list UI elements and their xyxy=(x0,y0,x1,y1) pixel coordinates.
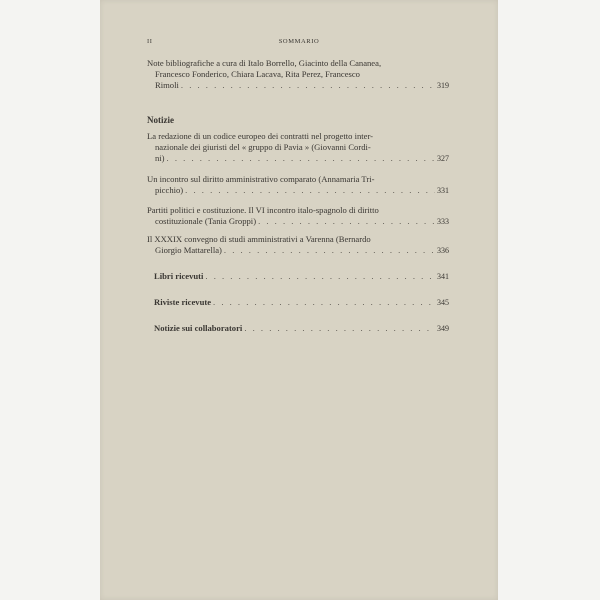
toc-entry-line: Un incontro sul diritto amministrativo comparato (Annamaria Tri- xyxy=(147,174,375,184)
page-number: II xyxy=(147,38,153,45)
toc-page-number: 319 xyxy=(437,81,449,90)
toc-entry xyxy=(147,58,449,91)
toc-entry-line: La redazione di un codice europeo dei contratti nel progetto inter- xyxy=(147,131,374,141)
toc-entry-line: Riviste ricevute xyxy=(154,297,212,307)
toc-entry-line: ni) xyxy=(155,153,165,163)
toc-entry-line: nazionale dei giuristi del « gruppo di Pavia » (Giovanni Cordi- xyxy=(155,142,371,152)
dot-leader xyxy=(213,297,435,308)
running-title: SOMMARIO xyxy=(278,38,320,45)
toc-entry xyxy=(147,174,449,196)
page-header xyxy=(100,38,498,50)
dot-leader xyxy=(185,185,435,196)
book-page xyxy=(100,0,498,600)
toc-entry xyxy=(154,297,449,308)
toc-entry-line: Notizie sui collaboratori xyxy=(154,323,243,333)
toc-page-number: 327 xyxy=(437,154,449,163)
dot-leader xyxy=(181,80,435,91)
toc-entry-line: Note bibliografiche a cura di Italo Borrello, Giacinto della Cananea, xyxy=(147,58,382,68)
toc-entry xyxy=(147,234,449,256)
dot-leader xyxy=(167,153,435,164)
toc-entry-line: picchio) xyxy=(155,185,184,195)
dot-leader xyxy=(205,271,435,282)
toc-entry xyxy=(154,323,449,334)
toc-entry-line: Giorgio Mattarella) xyxy=(155,245,222,255)
toc-entry-line: Libri ricevuti xyxy=(154,271,204,281)
toc-page-number: 341 xyxy=(437,272,449,281)
toc-page-number: 336 xyxy=(437,246,449,255)
toc-entry-line: Rimoli xyxy=(155,80,179,90)
toc-entry xyxy=(147,205,449,227)
toc-entry xyxy=(154,271,449,282)
dot-leader xyxy=(258,216,435,227)
toc-page-number: 331 xyxy=(437,186,449,195)
section-title: Notizie xyxy=(147,115,174,125)
toc-entry-line: Francesco Fonderico, Chiara Lacava, Rita Perez, Francesco xyxy=(155,69,360,79)
toc-page-number: 349 xyxy=(437,324,449,333)
toc-entry-line: costituzionale (Tania Groppi) xyxy=(155,216,257,226)
dot-leader xyxy=(244,323,435,334)
toc-page-number: 345 xyxy=(437,298,449,307)
toc-entry-line: Il XXXIX convegno di studi amministrativi a Varenna (Bernardo xyxy=(147,234,371,244)
toc-entry xyxy=(147,131,449,164)
toc-page-number: 333 xyxy=(437,217,449,226)
dot-leader xyxy=(224,245,435,256)
toc-entry-line: Partiti politici e costituzione. Il VI incontro italo-spagnolo di diritto xyxy=(147,205,379,215)
